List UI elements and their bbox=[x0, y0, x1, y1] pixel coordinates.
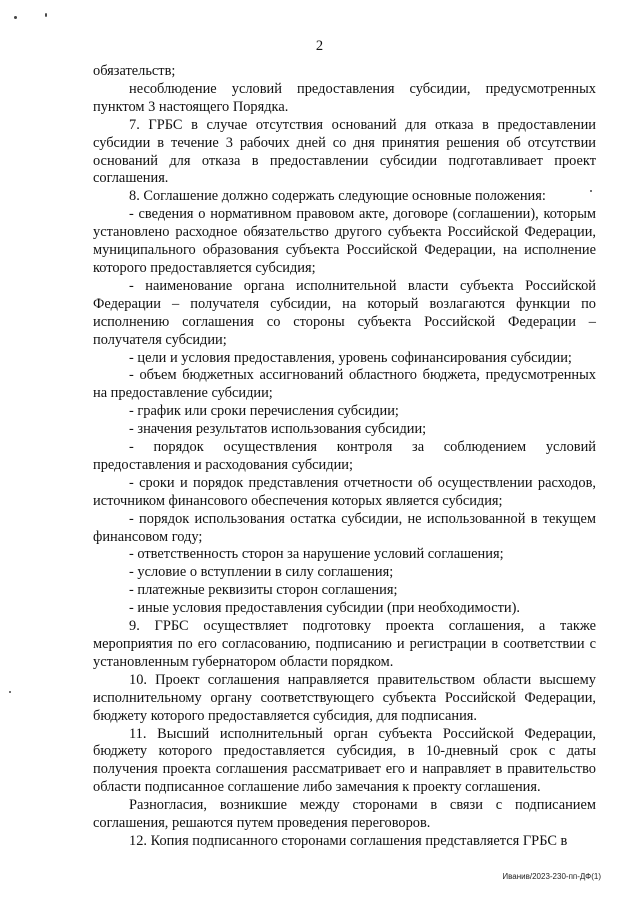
page-number: 2 bbox=[315, 38, 324, 54]
paragraph-15: - условие о вступлении в силу соглашения; bbox=[129, 564, 394, 581]
paragraph-11: - порядок осуществления контроля за соблюдением условий предоставления и расходования субсидии; bbox=[93, 439, 596, 473]
document-body bbox=[93, 63, 596, 851]
paragraph-10: - значения результатов использования субсидии; bbox=[129, 421, 427, 438]
scan-speck bbox=[14, 16, 17, 19]
paragraph-17: - иные условия предоставления субсидии (при необходимости). bbox=[129, 600, 520, 617]
paragraph-7: - цели и условия предоставления, уровень софинансирования субсидии; bbox=[129, 349, 572, 366]
paragraph-3: 7. ГРБС в случае отсутствия оснований для отказа в предоставлении субсидии в течение 3 рабочих дней со дня принятия решения об отсутствии оснований для отказа в предоставлении субсидии подготавливает проект соглашения. bbox=[93, 116, 596, 187]
paragraph-20: 11. Высший исполнительный орган субъекта Российской Федерации, бюджету которого предоставляется субсидия, в 10-дневный срок с даты получения проекта соглашения рассматривает его и направляет в правительство области подписанное соглашение либо замечания к проекту соглашения. bbox=[93, 725, 596, 796]
paragraph-22: 12. Копия подписанного сторонами соглашения представляется ГРБС в bbox=[129, 832, 568, 849]
scan-speck bbox=[590, 190, 592, 192]
document-footer-code: Иванив/2023-230-пп-ДФ(1) bbox=[502, 872, 601, 881]
paragraph-21: Разногласия, возникшие между сторонами в связи с подписанием соглашения, решаются путем проведения переговоров. bbox=[93, 797, 596, 832]
paragraph-18: 9. ГРБС осуществляет подготовку проекта соглашения, а также мероприятия по его согласованию, подписанию и регистрации в соответствии с установленным губернатором области порядком. bbox=[93, 618, 596, 670]
paragraph-13: - порядок использования остатка субсидии, не использованной в текущем финансовом году; bbox=[93, 510, 596, 545]
paragraph-1: обязательств; bbox=[93, 63, 176, 79]
paragraph-16: - платежные реквизиты сторон соглашения; bbox=[129, 582, 398, 599]
paragraph-9: - график или сроки перечисления субсидии; bbox=[129, 403, 399, 420]
paragraph-8: - объем бюджетных ассигнований областного бюджета, предусмотренных на предоставление субсидии; bbox=[93, 367, 596, 402]
paragraph-6: - наименование органа исполнительной власти субъекта Российской Федерации – получателя субсидии, на который возлагаются функции по исполнению соглашения со стороны субъекта Российской Федерации – получателя субсидии; bbox=[93, 277, 596, 348]
scan-speck bbox=[45, 13, 47, 17]
paragraph-2: несоблюдение условий предоставления субсидии, предусмотренных пунктом 3 настоящего Порядка. bbox=[93, 80, 596, 115]
paragraph-19: 10. Проект соглашения направляется правительством области высшему исполнительному органу соответствующего субъекта Российской Федерации, бюджету которого предоставляется субсидия, для подписания. bbox=[93, 671, 596, 724]
scan-speck bbox=[9, 691, 11, 693]
paragraph-12: - сроки и порядок представления отчетности об осуществлении расходов, источником финансового обеспечения которых является субсидия; bbox=[93, 474, 596, 509]
paragraph-4: 8. Соглашение должно содержать следующие основные положения: bbox=[129, 188, 546, 205]
paragraph-14: - ответственность сторон за нарушение условий соглашения; bbox=[129, 546, 504, 563]
paragraph-5: - сведения о нормативном правовом акте, договоре (соглашении), которым установлено расходное обязательство другого субъекта Российской Федерации, муниципального образования субъекта Российской Федерации, на исполнение которого предоставляется субсидия; bbox=[93, 206, 596, 276]
